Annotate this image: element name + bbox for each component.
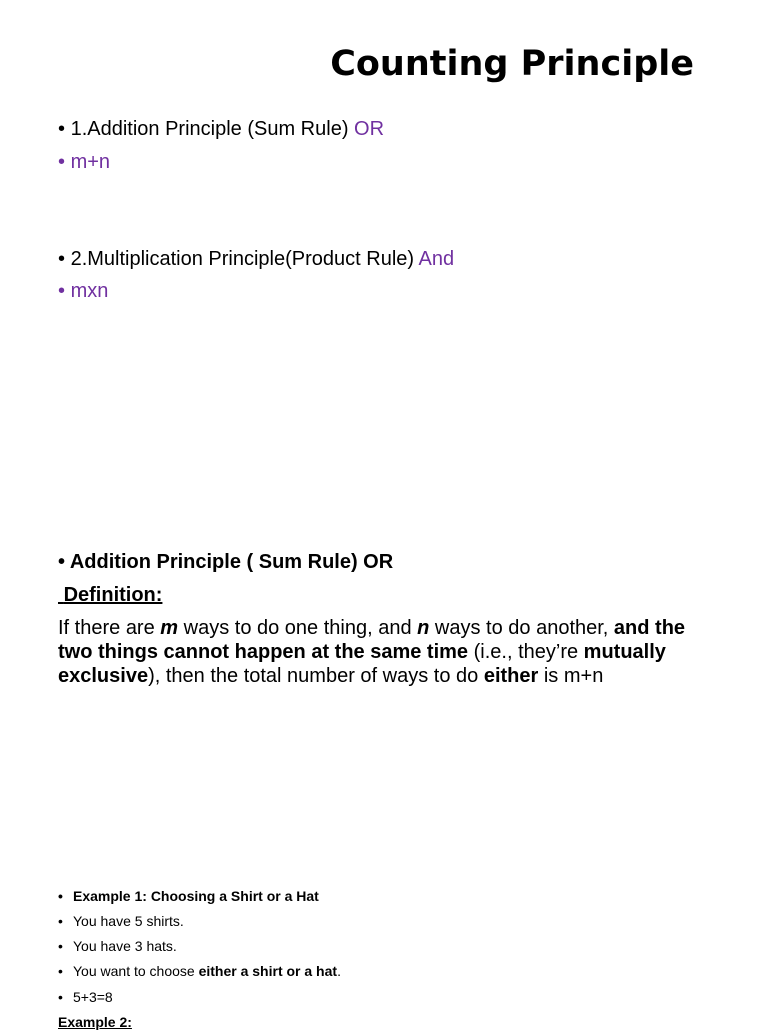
example1-line-2-text: You have 3 hats. — [73, 938, 177, 954]
bullet-marker: • — [58, 280, 66, 302]
def-part-4: (i.e., they’re — [468, 641, 584, 663]
bullet-m-times-n — [58, 278, 108, 304]
slide-title: Counting Principle — [330, 44, 694, 84]
example1-line-3-text: You want to choose — [73, 963, 199, 979]
bullet-marker: • — [58, 963, 63, 979]
m-plus-n-text: m+n — [70, 151, 111, 173]
example1-title-text: Example 1: Choosing a Shirt or a Hat — [73, 888, 319, 904]
bullet-marker: • — [58, 151, 66, 173]
bullet-marker: • — [58, 248, 66, 270]
example2-title: Example 2: — [58, 1014, 132, 1030]
example1-line-3 — [58, 962, 341, 980]
def-bold-2: mutually exclusive — [58, 641, 666, 687]
example1-line-1 — [58, 912, 184, 930]
bullet-marker: • — [58, 913, 63, 929]
example1-line-2 — [58, 937, 177, 955]
bullet-marker: • — [58, 888, 63, 904]
multiplication-principle-text: 2.Multiplication Principle(Product Rule) — [70, 248, 419, 270]
example1-title — [58, 887, 319, 905]
example1-line-4-text: 5+3=8 — [73, 989, 113, 1005]
definition-paragraph — [58, 616, 718, 688]
and-keyword: And — [418, 248, 455, 270]
or-keyword: OR — [354, 118, 385, 140]
addition-principle-heading — [58, 549, 393, 575]
heading-text: Addition Principle ( Sum Rule) OR — [69, 551, 394, 573]
example1-line-1-text: You have 5 shirts. — [73, 913, 184, 929]
definition-label-row — [58, 582, 162, 608]
def-bold-1: and the two things cannot happen at the same time — [58, 617, 686, 663]
bullet-m-plus-n — [58, 149, 110, 175]
def-part-1: If there are — [58, 617, 161, 639]
bullet-marker: • — [58, 989, 63, 1005]
def-n: n — [417, 617, 430, 639]
example1-line-4 — [58, 988, 113, 1006]
example1-line-3-bold: either a shirt or a hat — [198, 963, 338, 979]
definition-label — [58, 584, 162, 606]
bullet-addition-principle — [58, 116, 384, 142]
example1-line-3-end: . — [337, 963, 341, 979]
def-m: m — [160, 617, 179, 639]
def-part-5: ), then the total number of ways to do — [148, 665, 484, 687]
m-times-n-text: mxn — [70, 280, 109, 302]
definition-label-text: Definition: — [63, 584, 163, 606]
def-part-6: is m+n — [538, 665, 604, 687]
def-part-3: ways to do another, — [429, 617, 614, 639]
bullet-marker: • — [58, 551, 66, 573]
def-part-2: ways to do one thing, and — [178, 617, 418, 639]
bullet-marker: • — [58, 118, 66, 140]
bullet-marker: • — [58, 938, 63, 954]
bullet-multiplication-principle — [58, 246, 454, 272]
def-bold-3: either — [483, 665, 539, 687]
addition-principle-text: 1.Addition Principle (Sum Rule) — [70, 118, 355, 140]
